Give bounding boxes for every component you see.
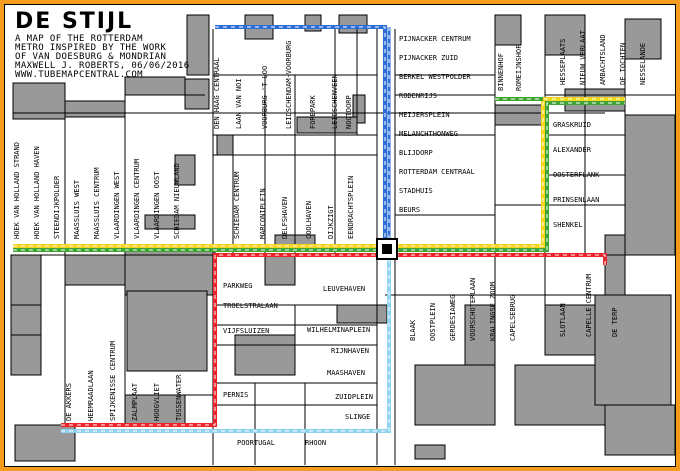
station-label: DE TOCHTEN [619, 42, 627, 85]
station-label: GERDESIAWEG [449, 294, 457, 341]
grey-block [265, 255, 295, 285]
station-label: LEIDSCHENDAM-VOORBURG [285, 40, 293, 129]
station-label: POORTUGAL [237, 439, 275, 447]
station-label: NESSELANDE [639, 42, 647, 85]
station-label: HOEK VAN HOLLAND STRAND [13, 142, 21, 239]
station-label: WILHELMINAPLEIN [307, 326, 371, 334]
subtitle-line-3: OF VAN DOESBURG & MONDRIAN [15, 52, 167, 62]
station-label: PARKWEG [223, 282, 253, 290]
grey-block [125, 245, 215, 295]
station-label: EENDRACHTSPLEIN [347, 175, 355, 239]
station-label: MEIJERSPLEIN [399, 111, 450, 119]
station-label: SCHIEDAM NIEUWLAND [173, 163, 181, 239]
station-label: GRASKRUID [553, 121, 591, 129]
station-label: VLAARDINGEN CENTRUM [133, 158, 141, 239]
station-label: DELFSHAVEN [281, 196, 289, 239]
station-label: CAPELSEBRUG [509, 294, 517, 341]
station-label: PIJNACKER CENTRUM [399, 35, 471, 43]
station-label: PIJNACKER ZUID [399, 54, 459, 62]
station-label: SCHIEDAM CENTRUM [233, 171, 241, 239]
station-label: STEENDIJKPOLDER [53, 175, 61, 239]
grey-block [625, 115, 675, 255]
station-label: ROTTERDAM CENTRAAL [399, 168, 475, 176]
station-label: TROELSTRALAAN [223, 302, 278, 310]
grey-block [217, 135, 233, 155]
grey-block [235, 335, 295, 375]
station-label: HOEK VAN HOLLAND HAVEN [33, 146, 41, 239]
grey-block [595, 295, 671, 405]
station-label: MAASSLUIS WEST [73, 179, 81, 239]
station-label: ZUIDPLEIN [335, 393, 373, 401]
station-label: RODENRIJS [399, 92, 437, 100]
station-label: HOOGVLIET [153, 383, 161, 421]
station-label: DE TERP [611, 307, 619, 337]
station-label: SHENKEL [553, 221, 583, 229]
station-label: RHOON [305, 439, 327, 447]
grey-block [605, 405, 675, 455]
station-label: LAAN VAN NOI [235, 78, 243, 129]
subtitle-line-2: METRO INSPIRED BY THE WORK [15, 43, 167, 53]
station-label: MAASSLUIS CENTRUM [93, 167, 101, 239]
station-label: TUSSENWATER [175, 374, 183, 421]
grey-block [339, 15, 367, 33]
station-label: HEEMRAADLAAN [87, 370, 95, 421]
grey-block [337, 305, 387, 323]
station-label: ROMEIJNSHOF [515, 44, 523, 91]
station-label: PERNIS [223, 391, 249, 399]
station-label: STADHUIS [399, 187, 433, 195]
station-label: ZALMPLAAT [131, 383, 139, 421]
station-label: VIJFSLUIZEN [223, 327, 270, 335]
station-label: OOSTERFLANK [553, 171, 600, 179]
station-label: DIJKZIGT [327, 205, 335, 239]
station-label: BERKEL WESTPOLDER [399, 73, 471, 81]
grey-block [65, 101, 125, 117]
grey-block [495, 15, 521, 45]
grey-block [415, 445, 445, 459]
grey-block [515, 365, 605, 425]
map-title: DE STIJL [15, 9, 134, 34]
station-label: LEIDSCHENVEEN [331, 74, 339, 129]
station-label: BLAAK [409, 319, 417, 341]
station-label: MELANCHTHONWEG [399, 130, 459, 138]
beurs-interchange-core [382, 244, 392, 254]
station-label: HESSEPLAATS [559, 38, 567, 85]
map-frame [4, 4, 676, 467]
station-label: DE AKKERS [65, 383, 73, 421]
station-label: BLIJDORP [399, 149, 433, 157]
station-label: KRALINGSE ZOOM [489, 281, 497, 341]
station-label: SLOTLAAN [559, 303, 567, 337]
station-label: NOOTDORP [345, 95, 353, 129]
station-label: DEN HAAG CENTRAAL [213, 57, 221, 129]
station-label: AMBACHTSLAND [599, 34, 607, 85]
grey-block [495, 105, 545, 125]
station-label: MARCONIPLEIN [259, 188, 267, 239]
subtitle-line-1: A MAP OF THE ROTTERDAM [15, 34, 144, 44]
station-label: BEURS [399, 206, 421, 214]
station-label: MAASHAVEN [327, 369, 365, 377]
grey-block [605, 235, 625, 295]
station-label: CAPELLE CENTRUM [585, 273, 593, 337]
grey-block [11, 305, 41, 335]
station-label: SLINGE [345, 413, 371, 421]
grey-block [65, 255, 125, 285]
station-label: COOLHAVEN [305, 201, 313, 239]
station-label: FOREPARK [309, 95, 317, 129]
grey-block [187, 15, 209, 75]
station-label: PRINSENLAAN [553, 196, 600, 204]
grey-block [13, 83, 65, 119]
station-label: SPIJKENISSE CENTRUM [109, 340, 117, 421]
station-label: VOORSCHOTERLAAN [469, 277, 477, 341]
station-label: LEUVEHAVEN [323, 285, 366, 293]
station-label: VLAARDINGEN WEST [113, 171, 121, 239]
station-label: VOORBURG 'T LOO [261, 65, 269, 129]
grey-block [415, 365, 495, 425]
station-label: BINNENHOF [497, 53, 505, 91]
website-line: WWW.TUBEMAPCENTRAL.COM [15, 70, 144, 80]
grey-block [185, 79, 209, 109]
station-label: RIJNHAVEN [331, 347, 369, 355]
station-label: VLAARDINGEN OOST [153, 171, 161, 239]
grey-block [127, 291, 207, 371]
station-label: NIEUW VERLAAT [579, 30, 587, 85]
station-label: ALEXANDER [553, 146, 591, 154]
subtitle-line-4: MAXWELL J. ROBERTS, 06/06/2016 [15, 61, 190, 71]
station-label: OOSTPLEIN [429, 303, 437, 341]
